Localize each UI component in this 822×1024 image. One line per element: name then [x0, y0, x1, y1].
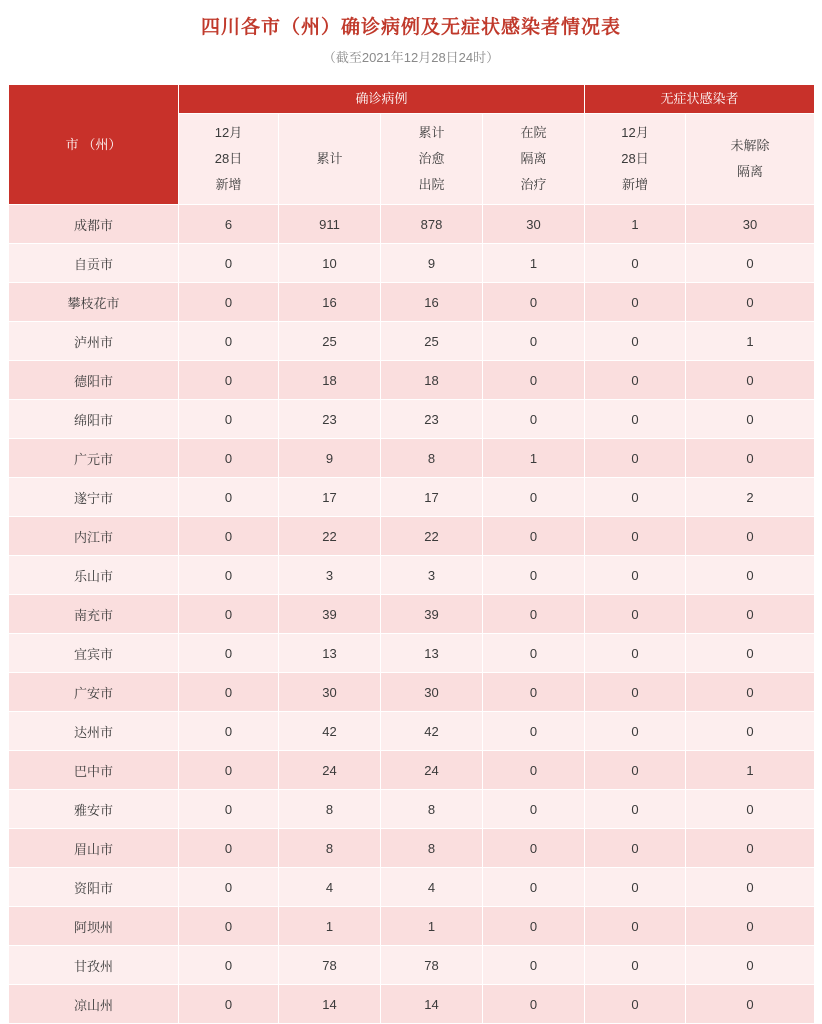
- row-value-cell: 0: [179, 439, 279, 478]
- header-col-new-asymptomatic: [585, 114, 686, 205]
- table-row: [9, 595, 815, 634]
- row-value-cell: 0: [179, 712, 279, 751]
- row-city-name: 雅安市: [9, 790, 179, 829]
- row-value-cell: 23: [279, 400, 381, 439]
- row-value-cell: 25: [381, 322, 483, 361]
- header-col-line: 治疗: [520, 177, 547, 192]
- row-value-cell: 1: [585, 205, 686, 244]
- row-value-cell: 8: [381, 439, 483, 478]
- row-value-cell: 0: [483, 907, 585, 946]
- row-city-name: 自贡市: [9, 244, 179, 283]
- row-value-cell: 18: [381, 361, 483, 400]
- header-group-row: [9, 85, 815, 114]
- table-row: [9, 556, 815, 595]
- row-value-cell: 0: [179, 283, 279, 322]
- row-value-cell: 878: [381, 205, 483, 244]
- row-value-cell: 0: [483, 556, 585, 595]
- table-row: [9, 712, 815, 751]
- row-value-cell: 30: [483, 205, 585, 244]
- header-city-line1: 市: [65, 136, 79, 152]
- row-city-name: 资阳市: [9, 868, 179, 907]
- row-value-cell: 0: [686, 790, 815, 829]
- header-col-line: 28日: [214, 151, 243, 166]
- row-value-cell: 0: [179, 400, 279, 439]
- header-col-still-isolated: [686, 114, 815, 205]
- row-value-cell: 30: [381, 673, 483, 712]
- header-col-total-recovered: [381, 114, 483, 205]
- table-header: [9, 85, 815, 205]
- row-value-cell: 0: [483, 673, 585, 712]
- row-city-name: 乐山市: [9, 556, 179, 595]
- row-value-cell: 6: [179, 205, 279, 244]
- row-value-cell: 0: [585, 517, 686, 556]
- row-value-cell: 0: [483, 283, 585, 322]
- row-value-cell: 39: [381, 595, 483, 634]
- row-value-cell: 2: [686, 478, 815, 517]
- row-value-cell: 0: [585, 985, 686, 1024]
- row-value-cell: 8: [279, 829, 381, 868]
- row-value-cell: 78: [381, 946, 483, 985]
- row-value-cell: 1: [686, 322, 815, 361]
- row-value-cell: 0: [585, 907, 686, 946]
- row-value-cell: 0: [483, 712, 585, 751]
- row-value-cell: 0: [179, 244, 279, 283]
- row-value-cell: 10: [279, 244, 381, 283]
- row-value-cell: 0: [179, 634, 279, 673]
- table-row: [9, 244, 815, 283]
- row-value-cell: 0: [179, 946, 279, 985]
- row-city-name: 攀枝花市: [9, 283, 179, 322]
- row-city-name: 绵阳市: [9, 400, 179, 439]
- row-value-cell: 8: [381, 829, 483, 868]
- row-value-cell: 3: [381, 556, 483, 595]
- table-row: [9, 283, 815, 322]
- row-value-cell: 8: [279, 790, 381, 829]
- row-value-cell: 1: [381, 907, 483, 946]
- row-value-cell: 0: [585, 829, 686, 868]
- row-value-cell: 0: [585, 439, 686, 478]
- row-value-cell: 42: [279, 712, 381, 751]
- table-row: [9, 205, 815, 244]
- row-value-cell: 0: [686, 634, 815, 673]
- table-row: [9, 946, 815, 985]
- table-row: [9, 907, 815, 946]
- row-value-cell: 0: [686, 907, 815, 946]
- header-city-cell: [9, 85, 179, 205]
- row-value-cell: 22: [381, 517, 483, 556]
- row-value-cell: 911: [279, 205, 381, 244]
- row-value-cell: 0: [483, 478, 585, 517]
- header-col-line: 治愈: [418, 151, 445, 166]
- row-value-cell: 16: [381, 283, 483, 322]
- row-value-cell: 0: [179, 478, 279, 517]
- row-value-cell: 0: [686, 400, 815, 439]
- row-value-cell: 1: [279, 907, 381, 946]
- header-col-line: 新增: [622, 177, 649, 192]
- table-row: [9, 361, 815, 400]
- page-title: 四川各市（州）确诊病例及无症状感染者情况表: [200, 17, 621, 38]
- row-city-name: 南充市: [9, 595, 179, 634]
- row-value-cell: 14: [279, 985, 381, 1024]
- row-city-name: 广元市: [9, 439, 179, 478]
- table-row: [9, 673, 815, 712]
- row-value-cell: 18: [279, 361, 381, 400]
- row-value-cell: 24: [381, 751, 483, 790]
- row-value-cell: 0: [585, 595, 686, 634]
- row-value-cell: 0: [686, 712, 815, 751]
- row-city-name: 德阳市: [9, 361, 179, 400]
- row-value-cell: 39: [279, 595, 381, 634]
- row-value-cell: 0: [179, 556, 279, 595]
- row-value-cell: 0: [686, 946, 815, 985]
- header-col-line: 未解除: [730, 138, 770, 153]
- header-col-line: 累计: [418, 125, 445, 140]
- row-value-cell: 0: [179, 868, 279, 907]
- row-city-name: 阿坝州: [9, 907, 179, 946]
- header-group-asymptomatic: 无症状感染者: [585, 85, 815, 114]
- row-value-cell: 0: [483, 790, 585, 829]
- row-value-cell: 3: [279, 556, 381, 595]
- row-value-cell: 0: [179, 985, 279, 1024]
- row-value-cell: 0: [179, 829, 279, 868]
- row-value-cell: 13: [381, 634, 483, 673]
- header-col-new-confirmed: [179, 114, 279, 205]
- row-city-name: 达州市: [9, 712, 179, 751]
- row-value-cell: 30: [279, 673, 381, 712]
- row-value-cell: 0: [686, 868, 815, 907]
- row-value-cell: 0: [483, 400, 585, 439]
- table-row: [9, 634, 815, 673]
- row-value-cell: 0: [179, 322, 279, 361]
- row-value-cell: 0: [585, 673, 686, 712]
- covid-statistics-table: [8, 84, 815, 1024]
- row-value-cell: 0: [686, 673, 815, 712]
- row-value-cell: 17: [381, 478, 483, 517]
- row-value-cell: 16: [279, 283, 381, 322]
- row-value-cell: 0: [585, 946, 686, 985]
- row-value-cell: 0: [179, 361, 279, 400]
- row-value-cell: 0: [585, 478, 686, 517]
- row-value-cell: 17: [279, 478, 381, 517]
- header-col-line: 出院: [418, 177, 445, 192]
- row-value-cell: 0: [585, 244, 686, 283]
- row-value-cell: 0: [686, 283, 815, 322]
- row-value-cell: 0: [686, 985, 815, 1024]
- row-value-cell: 0: [483, 985, 585, 1024]
- row-value-cell: 9: [381, 244, 483, 283]
- header-col-line: 隔离: [737, 164, 764, 179]
- row-value-cell: 0: [179, 790, 279, 829]
- header-col-line: 在院: [520, 125, 547, 140]
- row-value-cell: 0: [483, 868, 585, 907]
- row-value-cell: 0: [585, 868, 686, 907]
- row-city-name: 成都市: [9, 205, 179, 244]
- row-value-cell: 0: [585, 790, 686, 829]
- row-value-cell: 0: [483, 322, 585, 361]
- row-city-name: 内江市: [9, 517, 179, 556]
- header-col-line: 28日: [621, 151, 649, 166]
- row-value-cell: 23: [381, 400, 483, 439]
- row-value-cell: 1: [483, 439, 585, 478]
- row-value-cell: 8: [381, 790, 483, 829]
- table-row: [9, 322, 815, 361]
- header-col-line: 新增: [215, 177, 242, 192]
- header-col-total-confirmed: [279, 114, 381, 205]
- row-value-cell: 14: [381, 985, 483, 1024]
- row-value-cell: 22: [279, 517, 381, 556]
- header-col-line: 12月: [621, 125, 649, 140]
- row-value-cell: 0: [686, 439, 815, 478]
- row-value-cell: 4: [381, 868, 483, 907]
- table-row: [9, 790, 815, 829]
- row-value-cell: 0: [686, 244, 815, 283]
- header-group-confirmed: 确诊病例: [179, 85, 585, 114]
- row-value-cell: 0: [483, 946, 585, 985]
- row-value-cell: 0: [686, 595, 815, 634]
- row-value-cell: 0: [585, 712, 686, 751]
- table-row: [9, 400, 815, 439]
- row-value-cell: 0: [179, 517, 279, 556]
- row-value-cell: 0: [179, 751, 279, 790]
- row-value-cell: 0: [179, 907, 279, 946]
- row-value-cell: 0: [585, 556, 686, 595]
- row-value-cell: 0: [483, 361, 585, 400]
- row-value-cell: 0: [585, 400, 686, 439]
- row-value-cell: 0: [686, 556, 815, 595]
- page-subtitle: （截至2021年12月28日24时）: [322, 50, 500, 65]
- row-value-cell: 42: [381, 712, 483, 751]
- row-value-cell: 0: [585, 361, 686, 400]
- row-value-cell: 0: [179, 673, 279, 712]
- row-value-cell: 24: [279, 751, 381, 790]
- row-value-cell: 30: [686, 205, 815, 244]
- row-value-cell: 0: [483, 751, 585, 790]
- row-city-name: 泸州市: [9, 322, 179, 361]
- row-city-name: 眉山市: [9, 829, 179, 868]
- table-row: [9, 868, 815, 907]
- header-col-line: 累计: [316, 151, 343, 166]
- table-row: [9, 985, 815, 1024]
- row-value-cell: 0: [483, 595, 585, 634]
- row-value-cell: 0: [585, 634, 686, 673]
- row-value-cell: 0: [686, 829, 815, 868]
- table-body: [9, 205, 815, 1024]
- table-row: [9, 478, 815, 517]
- row-value-cell: 0: [483, 829, 585, 868]
- header-col-line: 隔离: [520, 151, 547, 166]
- row-city-name: 巴中市: [9, 751, 179, 790]
- row-value-cell: 0: [585, 283, 686, 322]
- row-city-name: 广安市: [9, 673, 179, 712]
- row-city-name: 凉山州: [9, 985, 179, 1024]
- row-value-cell: 0: [585, 751, 686, 790]
- row-value-cell: 0: [686, 517, 815, 556]
- table-row: [9, 751, 815, 790]
- header-city-line2: （州）: [82, 136, 122, 152]
- row-city-name: 遂宁市: [9, 478, 179, 517]
- row-value-cell: 0: [483, 517, 585, 556]
- row-value-cell: 25: [279, 322, 381, 361]
- row-value-cell: 4: [279, 868, 381, 907]
- row-city-name: 甘孜州: [9, 946, 179, 985]
- row-value-cell: 78: [279, 946, 381, 985]
- header-col-in-hospital: [483, 114, 585, 205]
- row-value-cell: 0: [179, 595, 279, 634]
- table-row: [9, 517, 815, 556]
- row-value-cell: 13: [279, 634, 381, 673]
- table-row: [9, 829, 815, 868]
- row-value-cell: 1: [483, 244, 585, 283]
- row-value-cell: 9: [279, 439, 381, 478]
- header-col-line: 12月: [214, 125, 243, 140]
- row-city-name: 宜宾市: [9, 634, 179, 673]
- table-row: [9, 439, 815, 478]
- row-value-cell: 0: [686, 361, 815, 400]
- row-value-cell: 1: [686, 751, 815, 790]
- row-value-cell: 0: [585, 322, 686, 361]
- row-value-cell: 0: [483, 634, 585, 673]
